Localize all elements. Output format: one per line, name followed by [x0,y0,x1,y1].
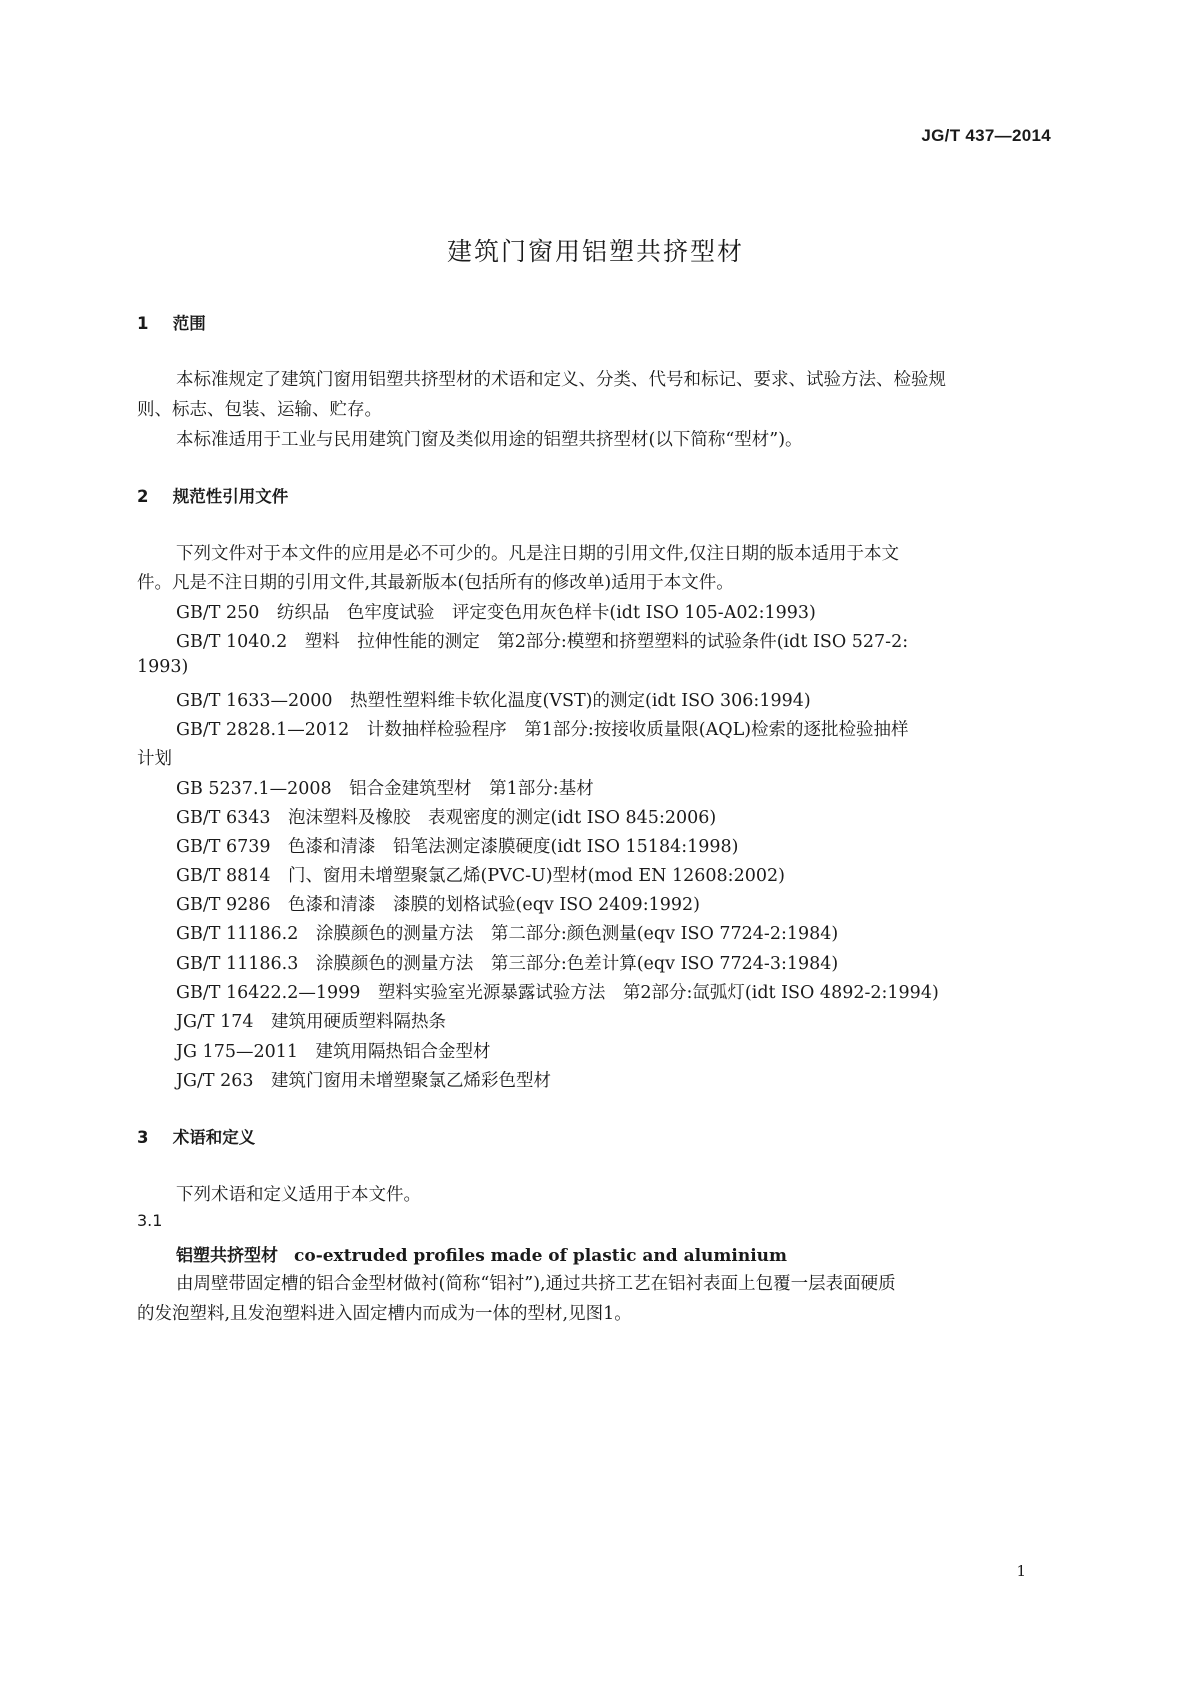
reference-item: JG 175—2011 建筑用隔热铝合金型材 [176,1042,491,1062]
refs-intro-line2: 件。凡是不注日期的引用文件,其最新版本(包括所有的修改单)适用于本文件。 [137,573,734,593]
reference-item: GB/T 11186.3 涂膜颜色的测量方法 第三部分:色差计算(eqv ISO 7724-3:1984) [176,954,839,974]
reference-item: GB/T 9286 色漆和清漆 漆膜的划格试验(eqv ISO 2409:1992) [176,895,700,915]
reference-item: GB/T 11186.2 涂膜颜色的测量方法 第二部分:颜色测量(eqv ISO 7724-2:1984) [176,924,839,944]
term-chinese: 铝塑共挤型材 [176,1246,278,1266]
reference-item: GB 5237.1—2008 铝合金建筑型材 第1部分:基材 [176,779,594,799]
terms-intro: 下列术语和定义适用于本文件。 [176,1185,421,1205]
definition-line2: 的发泡塑料,且发泡塑料进入固定槽内而成为一体的型材,见图1。 [137,1304,632,1324]
reference-item: JG/T 174 建筑用硬质塑料隔热条 [176,1012,447,1032]
section-title: 范围 [172,314,206,333]
reference-item-continued: 计划 [137,749,172,769]
scope-para1-line1: 本标准规定了建筑门窗用铝塑共挤型材的术语和定义、分类、代号和标记、要求、试验方法、检验规 [176,370,946,390]
reference-item: GB/T 2828.1—2012 计数抽样检验程序 第1部分:按接收质量限(AQL)检索的逐批检验抽样 [176,720,909,740]
standard-code: JG/T 437—2014 [921,126,1051,145]
scope-para2: 本标准适用于工业与民用建筑门窗及类似用途的铝塑共挤型材(以下简称“型材”)。 [176,430,803,450]
section-number: 2 [137,487,149,506]
term-heading [176,1241,787,1266]
reference-item: GB/T 1633—2000 热塑性塑料维卡软化温度(VST)的测定(idt ISO 306:1994) [176,691,811,711]
section-number: 3 [137,1128,149,1147]
section-1-heading [137,310,206,334]
reference-item-continued: 1993) [137,657,189,677]
reference-item: JG/T 263 建筑门窗用未增塑聚氯乙烯彩色型材 [176,1071,552,1091]
reference-item: GB/T 1040.2 塑料 拉伸性能的测定 第2部分:模塑和挤塑塑料的试验条件(idt ISO 527-2: [176,632,909,652]
section-2-heading [137,483,288,507]
section-3-heading [137,1124,255,1148]
section-title: 术语和定义 [172,1128,256,1147]
refs-intro-line1: 下列文件对于本文件的应用是必不可少的。凡是注日期的引用文件,仅注日期的版本适用于本文 [176,544,900,564]
section-number: 1 [137,314,149,333]
scope-para1-line2: 则、标志、包装、运输、贮存。 [137,400,382,420]
reference-item: GB/T 16422.2—1999 塑料实验室光源暴露试验方法 第2部分:氙弧灯(idt ISO 4892-2:1994) [176,983,939,1003]
document-title: 建筑门窗用铝塑共挤型材 [446,237,744,266]
page-number: 1 [1016,1562,1026,1580]
definition-line1: 由周壁带固定槽的铝合金型材做衬(简称“铝衬”),通过共挤工艺在铝衬表面上包覆一层表面硬质 [176,1274,896,1294]
reference-item: GB/T 8814 门、窗用未增塑聚氯乙烯(PVC-U)型材(mod EN 12608:2002) [176,866,785,886]
reference-item: GB/T 6739 色漆和清漆 铅笔法测定漆膜硬度(idt ISO 15184:1998) [176,837,739,857]
term-english: co-extruded profiles made of plastic and aluminium [294,1246,788,1266]
section-title: 规范性引用文件 [172,487,289,506]
clause-number: 3.1 [137,1211,163,1230]
reference-item: GB/T 250 纺织品 色牢度试验 评定变色用灰色样卡(idt ISO 105-A02:1993) [176,603,816,623]
reference-item: GB/T 6343 泡沫塑料及橡胶 表观密度的测定(idt ISO 845:2006) [176,808,717,828]
